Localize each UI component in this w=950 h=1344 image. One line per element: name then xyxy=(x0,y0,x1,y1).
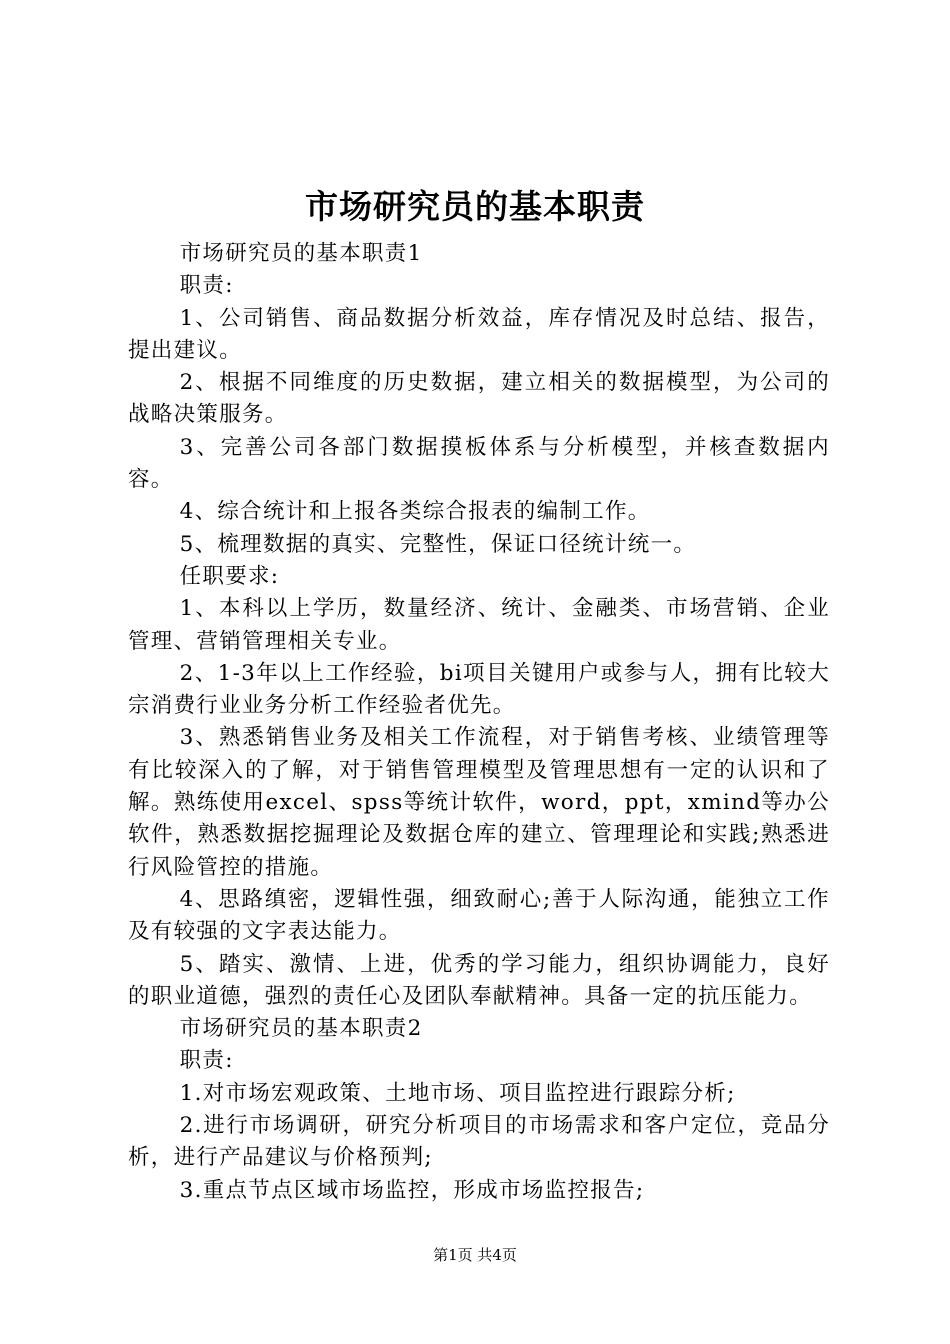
requirement-item: 4、思路缜密，逻辑性强，细致耐心;善于人际沟通，能独立工作及有较强的文字表达能力。 xyxy=(128,886,830,945)
requirement-item: 5、踏实、激情、上进，优秀的学习能力，组织协调能力，良好的职业道德，强烈的责任心及团队奉献精神。具备一定的抗压能力。 xyxy=(128,951,830,1009)
duty-item: 1.对市场宏观政策、土地市场、项目监控进行跟踪分析; xyxy=(179,1080,736,1106)
requirements-label: 任职要求: xyxy=(179,563,280,589)
duties-label: 职责: xyxy=(179,1048,234,1074)
requirement-item: 2、1-3年以上工作经验，bi项目关键用户或参与人，拥有比较大宗消费行业业务分析工作经验者优先。 xyxy=(128,660,830,719)
requirement-item: 1、本科以上学历，数量经济、统计、金融类、市场营销、企业管理、营销管理相关专业。 xyxy=(128,596,830,654)
document-body xyxy=(128,238,830,1207)
duty-item: 2、根据不同维度的历史数据，建立相关的数据模型，为公司的战略决策服务。 xyxy=(128,370,830,428)
duty-item: 4、综合统计和上报各类综合报表的编制工作。 xyxy=(179,499,651,525)
section-heading-2: 市场研究员的基本职责2 xyxy=(179,1016,423,1042)
document-title: 市场研究员的基本职责 xyxy=(305,187,645,226)
requirement-item: 3、熟悉销售业务及相关工作流程，对于销售考核、业绩管理等有比较深入的了解，对于销售管理模型及管理思想有一定的认识和了解。熟练使用excel、spss等统计软件，word，ppt，xmind等办公软件，熟悉数据挖掘理论及数据仓库的建立、管理理论和实践;熟悉进行风险管控的措施。 xyxy=(128,725,830,880)
page-number-footer: 第1页 共4页 xyxy=(433,1246,517,1264)
duties-label: 职责: xyxy=(179,273,234,299)
section-heading-1: 市场研究员的基本职责1 xyxy=(179,241,423,266)
duty-item: 1、公司销售、商品数据分析效益，库存情况及时总结、报告，提出建议。 xyxy=(128,305,830,363)
duty-item: 3、完善公司各部门数据摸板体系与分析模型，并核查数据内容。 xyxy=(128,434,830,493)
duty-item: 2.进行市场调研，研究分析项目的市场需求和客户定位，竞品分析，进行产品建议与价格预判; xyxy=(128,1113,830,1171)
duty-item: 5、梳理数据的真实、完整性，保证口径统计统一。 xyxy=(179,531,697,557)
duty-item: 3.重点节点区域市场监控，形成市场监控报告; xyxy=(179,1177,645,1203)
